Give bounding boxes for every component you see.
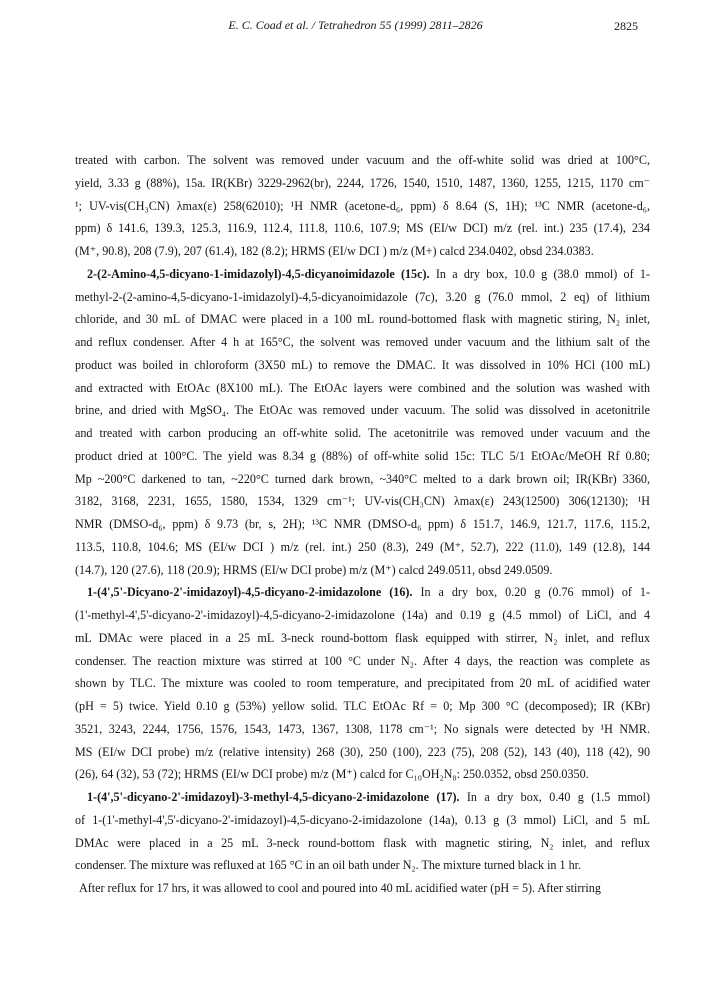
line-text: In a dry box, 0.40 g (1.5 mmol) <box>459 790 650 804</box>
line-text: DMAc were placed in a 25 mL 3-neck round-bottom flask with magnetic stiring, N₂ inlet, and reflux <box>75 835 650 850</box>
line-text: condenser. The mixture was refluxed at 165 °C in an oil bath under N₂. The mixture turned black in 1 hr. <box>75 858 582 873</box>
line-text: ppm) δ 141.6, 139.3, 125.3, 116.9, 112.4, 111.8, 110.6, 107.9; MS (EI/w DCI) m/z (rel. int.) 235 (17.4), 234 <box>75 221 650 236</box>
line-text: shown by TLC. The mixture was cooled to room temperature, and precipitated from 20 mL of acidified water <box>75 676 650 691</box>
line-text: product dried at 100°C. The yield was 8.34 g (88%) of off-white solid 15c: TLC 5/1 EtOAc/MeOH Rf 0.80; <box>75 448 650 463</box>
line-text: (14.7), 120 (27.6), 118 (20.9); HRMS (EI/w DCI probe) m/z (M⁺) calcd 249.0511, obsd 249.0509. <box>75 562 553 577</box>
line-text: brine, and dried with MgSO₄. The EtOAc was removed under vacuum. The solid was dissolved in acetonitrile <box>75 403 650 418</box>
text-line <box>75 308 650 331</box>
paragraph <box>75 786 650 900</box>
text-line <box>75 581 650 604</box>
text-line <box>75 627 650 650</box>
page-header <box>0 18 711 38</box>
line-text: ¹; UV-vis(CH₃CN) λmax(ε) 258(62010); ¹H NMR (acetone-d₆, ppm) δ 8.64 (S, 1H); ¹³C NMR (acetone-d₆, <box>75 198 650 213</box>
text-line <box>75 399 650 422</box>
line-text: and extracted with EtOAc (8X100 mL). The EtOAc layers were combined and the solution was washed with <box>75 380 650 395</box>
line-text: treated with carbon. The solvent was removed under vacuum and the off-white solid was dried at 100°C, <box>75 153 650 167</box>
text-line <box>75 559 650 582</box>
line-text: yield, 3.33 g (88%), 15a. IR(KBr) 3229-2962(br), 2244, 1726, 1540, 1510, 1487, 1360, 1255, 1215, 1170 cm⁻ <box>75 175 650 190</box>
text-line <box>75 832 650 855</box>
line-text: MS (EI/w DCI probe) m/z (relative intensity) 268 (30), 250 (100), 223 (75), 208 (52), 143 (40), 118 (42), 90 <box>75 744 650 759</box>
line-text: Mp ~200°C darkened to tan, ~220°C turned dark brown, ~340°C melted to a dark brown oil; IR(KBr) 3360, <box>75 471 650 486</box>
text-line <box>75 331 650 354</box>
text-line <box>75 854 650 877</box>
text-line <box>75 718 650 741</box>
text-line <box>75 445 650 468</box>
text-line <box>75 217 650 240</box>
line-text: In a dry box, 10.0 g (38.0 mmol) of 1- <box>429 266 650 281</box>
line-text: (pH = 5) twice. Yield 0.10 g (53%) yellow solid. TLC EtOAc Rf = 0; Mp 300 °C (decomposed); IR (KBr) <box>75 699 650 713</box>
line-text: of 1-(1'-methyl-4',5'-dicyano-2'-imidazoyl)-4,5-dicyano-2-imidazolone (14a), 0.13 g (3 mmol) LiCl, and 5 mL <box>75 812 650 827</box>
line-text: product was boiled in chloroform (3X50 mL) to remove the DMAC. It was dissolved in 10% HCl (100 mL) <box>75 357 650 372</box>
text-line <box>75 877 650 900</box>
text-line <box>75 741 650 764</box>
text-line <box>75 422 650 445</box>
line-text: After reflux for 17 hrs, it was allowed to cool and poured into 40 mL acidified water (pH = 5). After stirring <box>79 881 601 895</box>
text-line <box>75 695 650 718</box>
page-number: 2825 <box>614 19 638 33</box>
text-line <box>75 172 650 195</box>
paragraph <box>75 581 650 786</box>
text-line <box>75 263 650 286</box>
text-line <box>75 672 650 695</box>
line-text: In a dry box, 0.20 g (0.76 mmol) of 1- <box>412 585 650 600</box>
article-body <box>75 149 650 900</box>
line-text: NMR (DMSO-d₆, ppm) δ 9.73 (br, s, 2H); ¹³C NMR (DMSO-d₆ ppm) δ 151.7, 146.9, 121.7, 117.6, 115.2, <box>75 517 650 531</box>
line-text: 3521, 3243, 2244, 1756, 1576, 1543, 1473, 1367, 1308, 1178 cm⁻¹; No signals were detected by ¹H NMR. <box>75 721 650 736</box>
text-line <box>75 377 650 400</box>
text-line <box>75 809 650 832</box>
line-text: mL DMAc were placed in a 25 mL 3-neck round-bottom flask equipped with stirrer, N₂ inlet, and reflux <box>75 630 650 645</box>
running-head: E. C. Coad et al. / Tetrahedron 55 (1999) 2811–2826 <box>228 18 483 32</box>
line-text: chloride, and 30 mL of DMAC were placed in a 100 mL round-bottomed flask with magnetic stiring, N₂ inlet, <box>75 312 650 327</box>
text-line <box>75 354 650 377</box>
line-text: methyl-2-(2-amino-4,5-dicyano-1-imidazolyl)-4,5-dicyanoimidazole (7c), 3.20 g (76.0 mmol, 2 eq) of lithium <box>75 289 650 304</box>
paragraph <box>75 263 650 582</box>
compound-heading: 1-(4',5'-Dicyano-2'-imidazoyl)-4,5-dicyano-2-imidazolone (16). <box>87 585 413 600</box>
line-text: (26), 64 (32), 53 (72); HRMS (EI/w DCI probe) m/z (M⁺) calcd for C₁₀OH₂N₈: 250.0352, obsd 250.0350. <box>75 767 589 782</box>
text-line <box>75 536 650 559</box>
text-line <box>75 650 650 673</box>
line-text: (M⁺, 90.8), 208 (7.9), 207 (61.4), 182 (8.2); HRMS (EI/w DCI ) m/z (M+) calcd 234.0402, obsd 234.0383. <box>75 244 594 258</box>
paragraph <box>75 149 650 263</box>
line-text: and treated with carbon producing an off-white solid. The acetonitrile was removed under vacuum and the <box>75 426 650 440</box>
line-text: 113.5, 110.8, 104.6; MS (EI/w DCI ) m/z (rel. int.) 250 (8.3), 249 (M⁺, 52.7), 222 (11.0), 149 (12.8), 144 <box>75 539 650 554</box>
line-text: and reflux condenser. After 4 h at 165°C, the solvent was removed under vacuum and the lithium salt of the <box>75 335 650 349</box>
line-text: 3182, 3168, 2231, 1655, 1580, 1534, 1329 cm⁻¹; UV-vis(CH₃CN) λmax(ε) 243(12500) 306(12130); ¹H <box>75 494 650 509</box>
compound-heading: 1-(4',5'-dicyano-2'-imidazoyl)-3-methyl-4,5-dicyano-2-imidazolone (17). <box>87 790 460 804</box>
text-line <box>75 240 650 263</box>
compound-heading: 2-(2-Amino-4,5-dicyano-1-imidazolyl)-4,5-dicyanoimidazole (15c). <box>87 266 430 281</box>
text-line <box>75 490 650 513</box>
text-line <box>75 513 650 536</box>
text-line <box>75 286 650 309</box>
text-line <box>75 786 650 809</box>
text-line <box>75 195 650 218</box>
text-line <box>75 763 650 786</box>
text-line <box>75 149 650 172</box>
text-line <box>75 604 650 627</box>
text-line <box>75 468 650 491</box>
line-text: condenser. The reaction mixture was stirred at 100 °C under N₂. After 4 days, the reaction was complete as <box>75 653 650 668</box>
line-text: (1'-methyl-4',5'-dicyano-2'-imidazoyl)-4,5-dicyano-2-imidazolone (14a) and 0.19 g (4.5 mmol) of LiCl, and 4 <box>75 608 650 622</box>
